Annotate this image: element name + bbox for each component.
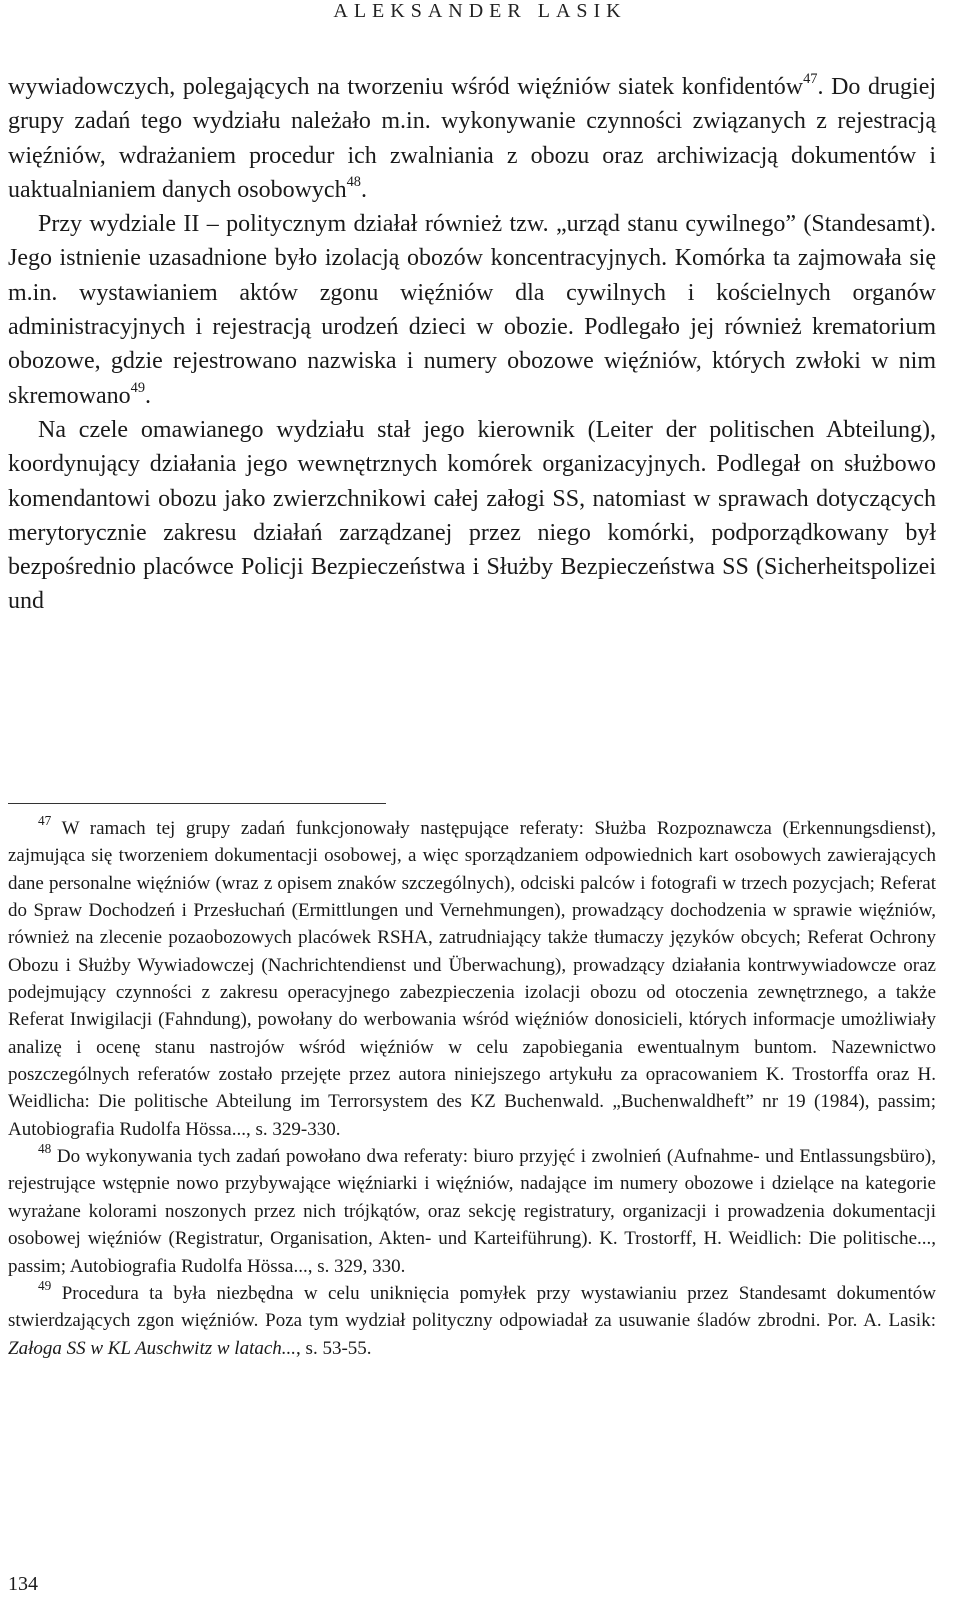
page-number: 134 (8, 1573, 38, 1595)
paragraph-2-end: . (145, 382, 152, 409)
footnote-number-48: 48 (38, 1141, 52, 1157)
main-text (8, 70, 936, 619)
footnote-49-text: Procedura ta była niezbędna w celu uniknięcia pomyłek przy wystawianiu przez Standesamt dokumentów stwierdzających zgon więźniów. Poza tym wydział polityczny odpowiadał za usuwanie śladów zbrodni. Por. A. Lasik: (8, 1282, 937, 1332)
footnote-number-49: 49 (38, 1278, 52, 1294)
paragraph-1-text-a: wywiadowczych, polegających na tworzeniu wśród więźniów siatek konfidentów (8, 74, 804, 100)
footnote-47 (8, 815, 936, 1143)
paragraph-1-text-c: . (360, 176, 367, 203)
footnote-49-end: , s. 53-55. (296, 1337, 372, 1359)
footnote-ref-49[interactable]: 49 (130, 379, 146, 396)
footnote-49-title: Załoga SS w KL Auschwitz w latach... (8, 1337, 297, 1359)
footnote-ref-47[interactable]: 47 (803, 70, 818, 87)
footnote-separator (8, 803, 386, 804)
paragraph-2-text: Przy wydziale II – politycznym działał również tzw. „urząd stanu cywilnego” (Standesamt). Jego istnienie uzasadnione było izolacją obozów koncentracyjnych. Komórka ta zajmowała się m.in. wystawianiem aktów zgonu więźniów dla cywilnych i kościelnych organów administracyjnych i rejestracją urodzeń dzieci w obozie. Podlegało jej również krematorium obozowe, gdzie rejestrowano nazwiska i numery obozowe więźniów, których zwłoki w nim skremowano (8, 211, 936, 409)
paragraph-3-text: Na czele omawianego wydziału stał jego kierownik (Leiter der politischen Abteilung), koordynujący działania jego wewnętrznych komórek organizacyjnych. Podlegał on służbowo komendantowi obozu jako zwierzchnikowi całej załogi SS, natomiast w sprawach dotyczących merytorycznie zakresu działań zarządzanej przez niego komórki, podporządkowany był bezpośrednio placówce Policji Bezpieczeństwa i Służby Bezpieczeństwa SS (Sicherheitspolizei und (8, 416, 936, 615)
footnote-number-47: 47 (38, 813, 52, 829)
running-head: ALEKSANDER LASIK (333, 0, 627, 22)
footnote-ref-48[interactable]: 48 (346, 173, 361, 190)
footnote-47-text: W ramach tej grupy zadań funkcjonowały następujące referaty: Służba Rozpoznawcza (Erkennungsdienst), zajmująca się tworzeniem dokumentacji osobowej, a więc sporządzaniem odpowiednich kart osobowych zawierających dane personalne więźniów (wraz z opisem znaków szczególnych), odciski palców i fotografi w trzech pozycjach; Referat do Spraw Dochodzeń i Przesłuchań (Ermittlungen und Vernehmungen), prowadzący dochodzenia w sprawie więźniów, również na zlecenie pozaobozowych placówek RSHA, zatrudniający także tłumaczy języków obcych; Referat Ochrony Obozu i Służby Wywiadowczej (Nachrichtendienst und Überwachung), prowadzący działania kontrwywiadowcze oraz podejmujący czynności z zakresu operacyjnego zabezpieczenia izolacji obozu od otoczenia zewnętrznego, a także Referat Inwigilacji (Fahndung), powołany do werbowania wśród więźniów donosicieli, których informacje umożliwiały analizę i ocenę stanu nastrojów wśród więźniów w celu zapobiegania ewentualnym buntom. Nazewnictwo poszczególnych referatów zostało przejęte przez autora niniejszego artykułu za opracowaniem K. Trostorffa oraz H. Weidlicha: Die politische Abteilung im Terrorsystem des KZ Buchenwald. „Buchenwaldheft” nr 19 (1984), passim; Autobiografia Rudolfa Hössa..., s. 329-330. (8, 818, 936, 1140)
paragraph-2 (8, 207, 936, 413)
footnotes (8, 815, 936, 1362)
paragraph-1 (8, 70, 936, 207)
footnote-48-text: Do wykonywania tych zadań powołano dwa referaty: biuro przyjęć i zwolnień (Aufnahme- und Entlassungsbüro), rejestrujące wstępnie nowo przybywające więźniarki i więźniów, nadające im numery obozowe i dzielące na kategorie wyrażane kolorami noszonych przez nich trójkątów, oraz sekcję registratury, organizacji i prowadzenia dokumentacji osobowej więźniów (Registratur, Organisation, Akten- und Karteiführung). K. Trostorff, H. Weidlich: Die politische..., passim; Autobiografia Rudolfa Hössa..., s. 329, 330. (8, 1146, 937, 1277)
footnote-49 (8, 1280, 936, 1362)
paragraph-1-text-b: . Do drugiej grupy zadań tego wydziału należało m.in. wykonywanie czynności związanych z rejestracją więźniów, wdrażaniem procedur ich zwalniania z obozu oraz archiwizacją dokumentów i uaktualnianiem danych osobowych (8, 74, 937, 203)
footnote-48 (8, 1143, 936, 1280)
paragraph-3 (8, 413, 936, 619)
